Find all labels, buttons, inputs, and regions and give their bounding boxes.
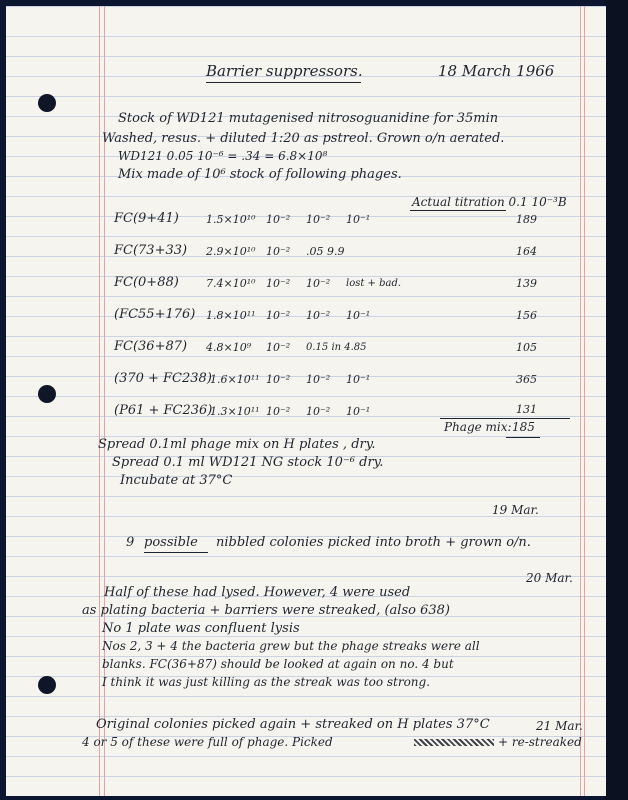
margin-line-right	[580, 6, 581, 796]
actual-titration: 365	[516, 373, 537, 386]
entry-date: 21 Mar.	[536, 719, 583, 733]
phage-name: (FC55+176)	[114, 307, 196, 322]
dilution-2: 10⁻²	[306, 373, 331, 386]
dilution-2: 10⁻²	[306, 277, 331, 290]
actual-titration: 131	[516, 403, 537, 416]
phage-name: FC(9+41)	[114, 211, 179, 226]
phage-titre: 4.8×10⁹	[206, 341, 252, 354]
entry-line: I think it was just killing as the streak was too strong.	[102, 675, 431, 689]
entry-emphasis: possible	[144, 535, 198, 550]
binder-edge	[605, 0, 628, 800]
dilution-1: 10⁻²	[266, 245, 291, 258]
phage-mix-underline	[506, 437, 540, 438]
spread-line: Spread 0.1ml phage mix on H plates , dry.	[98, 437, 376, 452]
dilution-1: 10⁻²	[266, 277, 291, 290]
margin-line-right-inner	[584, 6, 585, 796]
actual-titration: 189	[516, 213, 537, 226]
entry-line: No 1 plate was confluent lysis	[102, 621, 300, 636]
title-underline	[206, 82, 361, 83]
phage-name: (370 + FC238)	[114, 371, 212, 386]
emphasis-underline	[144, 552, 208, 553]
phage-titre: 1.3×10¹¹	[210, 405, 260, 418]
dilution-2: 10⁻²	[306, 213, 331, 226]
entry-line: blanks. FC(36+87) should be looked at again on no. 4 but	[102, 657, 454, 671]
dilution-3: 10⁻¹	[346, 309, 371, 322]
entry-line-end: + re-streaked	[498, 735, 582, 749]
entry-line: Nos 2, 3 + 4 the bacteria grew but the phage streaks were all	[102, 639, 480, 653]
entry-text: nibbled colonies picked into broth + grown o/n.	[216, 535, 531, 550]
phage-mix-value: 185	[512, 420, 535, 434]
phage-name: FC(36+87)	[114, 339, 188, 354]
entry-date: 20 Mar.	[526, 571, 573, 585]
crossed-out-text	[414, 739, 494, 746]
spread-line: Spread 0.1 ml WD121 NG stock 10⁻⁶ dry.	[112, 455, 384, 470]
dilution-2: 10⁻²	[306, 405, 331, 418]
punch-hole-middle	[38, 385, 56, 403]
margin-line-left	[99, 6, 100, 796]
actual-titration: 156	[516, 309, 537, 322]
dilution-2: 0.15 in 4.85	[306, 342, 367, 353]
actual-titration: 139	[516, 277, 537, 290]
dilution-1: 10⁻²	[266, 341, 291, 354]
dilution-3: 10⁻¹	[346, 213, 371, 226]
phage-titre: 7.4×10¹⁰	[206, 277, 256, 290]
phage-titre: 1.8×10¹¹	[206, 309, 256, 322]
phage-titre: 2.9×10¹⁰	[206, 245, 256, 258]
entry-line: 4 or 5 of these were full of phage. Picked	[82, 735, 333, 749]
phage-name: (P61 + FC236)	[114, 403, 213, 418]
intro-line: Stock of WD121 mutagenised nitrosoguanidine for 35min	[118, 111, 499, 126]
entry-line: Original colonies picked again + streaked on H plates 37°C	[96, 717, 490, 732]
entry-prefix: 9	[126, 535, 135, 550]
dilution-1: 10⁻²	[266, 373, 291, 386]
intro-line: WD121 0.05 10⁻⁶ = .34 = 6.8×10⁸	[118, 149, 328, 163]
phage-mix-rule	[440, 418, 570, 419]
dilution-3: 10⁻¹	[346, 373, 371, 386]
table-header: Actual titration 0.1 10⁻³B	[412, 195, 567, 209]
actual-titration: 164	[516, 245, 537, 258]
dilution-2: 10⁻²	[306, 309, 331, 322]
phage-titre: 1.6×10¹¹	[210, 373, 260, 386]
dilution-1: 10⁻²	[266, 405, 291, 418]
dilution-3: lost + bad.	[346, 278, 402, 289]
dilution-1: 10⁻²	[266, 309, 291, 322]
dilution-1: 10⁻²	[266, 213, 291, 226]
phage-name: FC(73+33)	[114, 243, 188, 258]
entry-date: 19 Mar.	[492, 503, 539, 517]
phage-titre: 1.5×10¹⁰	[206, 213, 256, 226]
page-title: Barrier suppressors.	[206, 62, 363, 80]
dilution-3: 10⁻¹	[346, 405, 371, 418]
actual-titration: 105	[516, 341, 537, 354]
intro-line: Washed, resus. + diluted 1:20 as pstreol. Grown o/n aerated.	[102, 131, 505, 146]
intro-line: Mix made of 10⁶ stock of following phages.	[118, 167, 402, 182]
page-date: 18 March 1966	[438, 62, 555, 80]
entry-line: as plating bacteria + barriers were streaked, (also 638)	[82, 603, 450, 618]
entry-line: Half of these had lysed. However, 4 were used	[104, 585, 411, 600]
phage-mix-label: Phage mix:	[444, 420, 512, 434]
notebook-page	[6, 6, 606, 796]
table-header-underline	[410, 210, 506, 211]
punch-hole-top	[38, 94, 56, 112]
punch-hole-bottom	[38, 676, 56, 694]
dilution-2: .05 9.9	[306, 245, 345, 258]
spread-line: Incubate at 37°C	[120, 473, 233, 488]
phage-name: FC(0+88)	[114, 275, 179, 290]
